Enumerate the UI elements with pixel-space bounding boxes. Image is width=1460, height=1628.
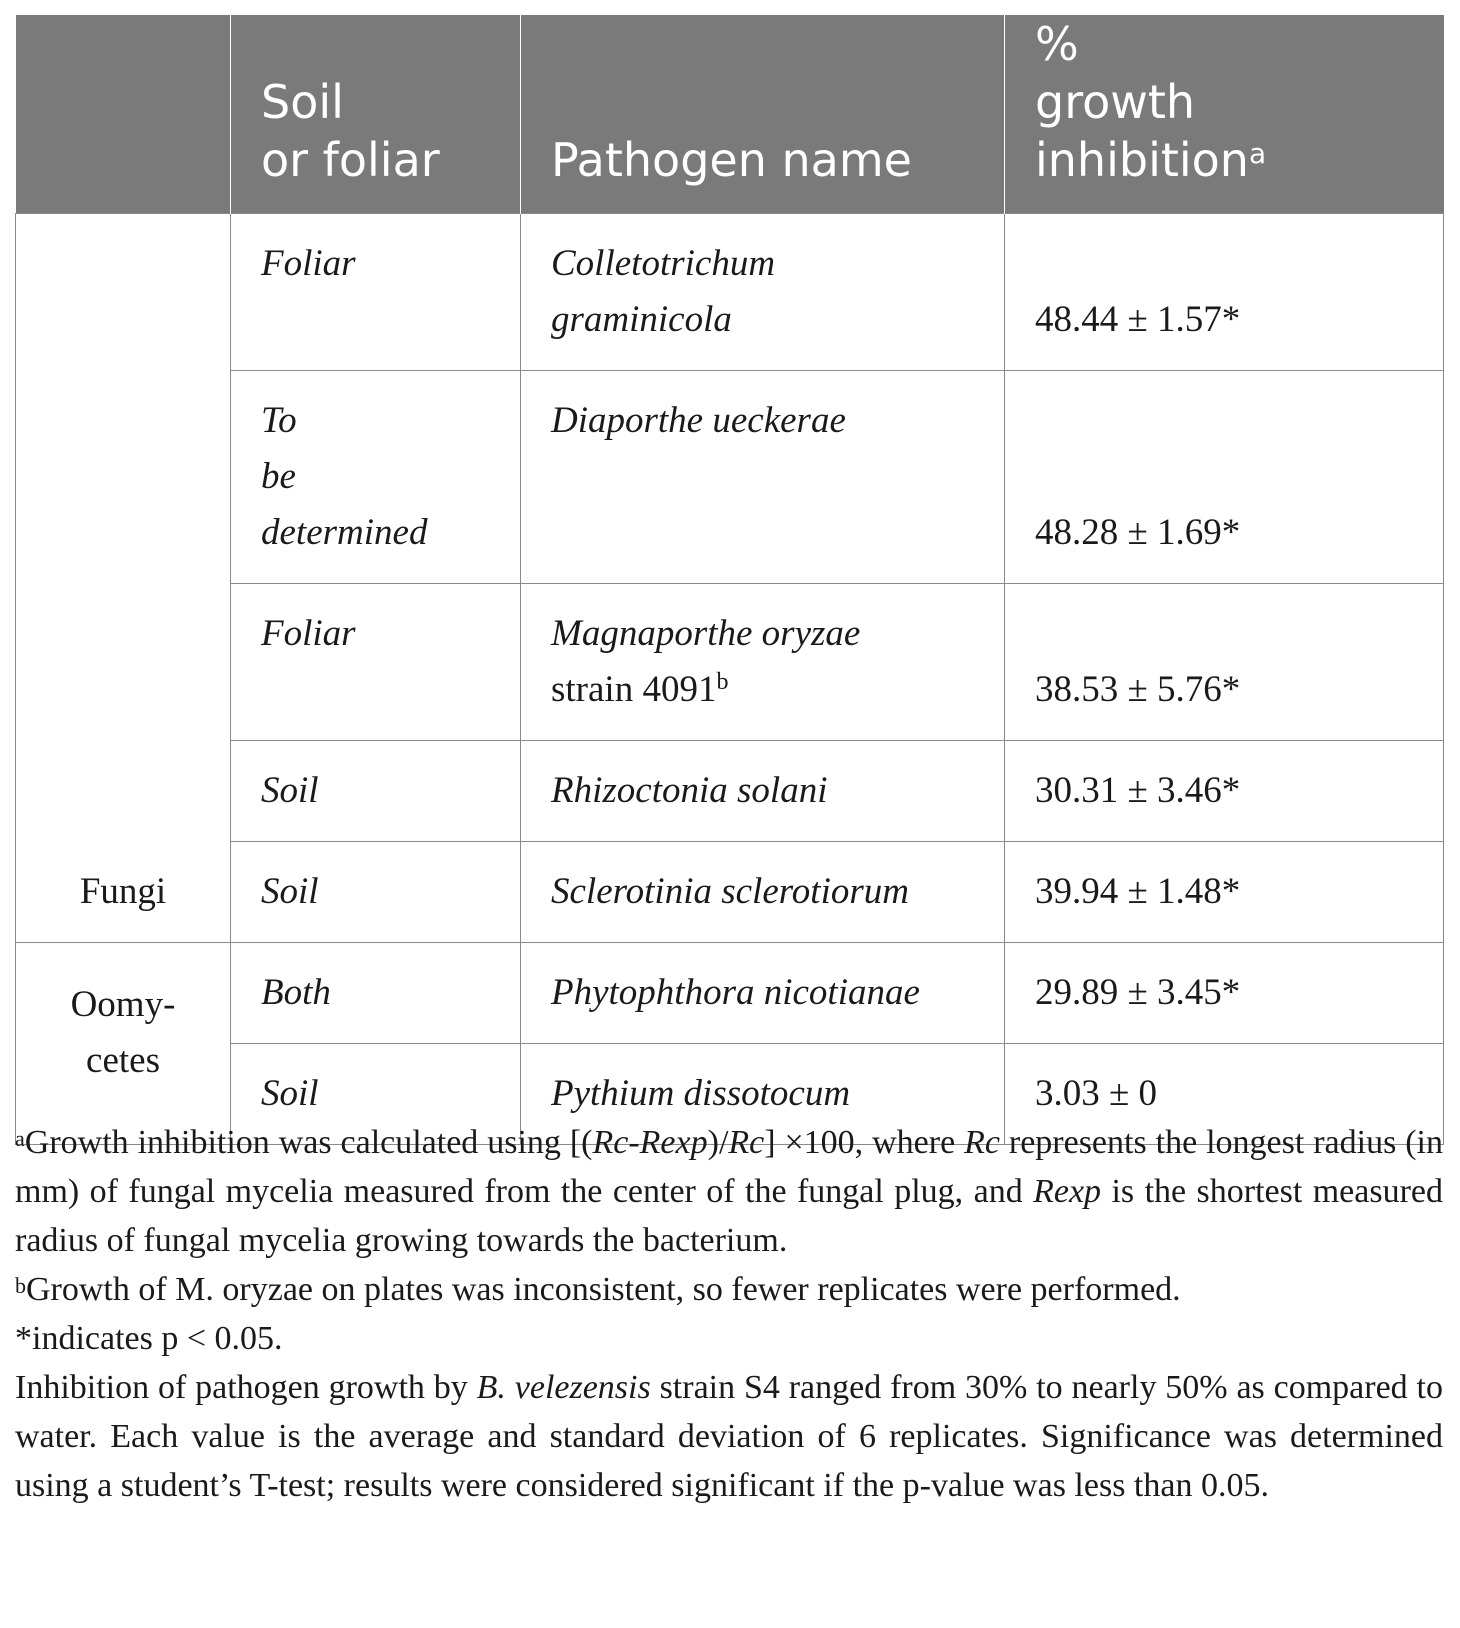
row-pathogen: Pythium dissotocum: [521, 1044, 1005, 1145]
table-row: [16, 214, 1444, 371]
caption-text: Inhibition of pathogen growth by: [15, 1369, 477, 1406]
footnote-a-var: Rc: [728, 1124, 765, 1161]
table-caption: [15, 1363, 1443, 1510]
caption-species: B. velezensis: [476, 1369, 651, 1406]
footnote-star: *indicates p < 0.05.: [15, 1320, 283, 1357]
row-value: 48.44 ± 1.57*: [1005, 214, 1444, 371]
footnote-b-mark: b: [15, 1273, 26, 1298]
row-pathogen: Diaporthe ueckerae: [521, 371, 1005, 584]
header-gi-line2: growth: [1035, 75, 1196, 129]
caption-text: strain S4 ranged from 30% to nearly 50% as compared to water. Each value is the average and standard deviation of 6 replicates. Significance was determined using a student’s T-test; results were considered significant if the p-value was less than 0.05.: [15, 1369, 1443, 1504]
group-oomycetes: [16, 943, 231, 1145]
footnote-a-text: represents the longest radius (in mm) of fungal mycelia measured from the center of the fungal plug, and: [15, 1124, 1443, 1210]
row-pathogen: Phytophthora nicotianae: [521, 943, 1005, 1044]
header-gi-line3: inhibition: [1035, 133, 1249, 187]
header-soil-line1: Soil: [261, 75, 344, 129]
pathogen-line: strain 4091: [551, 669, 717, 710]
row-value: 29.89 ± 3.45*: [1005, 943, 1444, 1044]
footnote-b: [15, 1265, 1443, 1314]
row-pathogen: Sclerotinia sclerotiorum: [521, 842, 1005, 943]
footnote-a-mark: a: [15, 1126, 25, 1151]
row-type: Soil: [231, 842, 521, 943]
row-type: Foliar: [231, 214, 521, 371]
type-line: To: [261, 400, 297, 441]
footnote-a-text: Growth inhibition was calculated using [(: [24, 1124, 593, 1161]
header-soil-line2: or foliar: [261, 133, 440, 187]
pathogen-line: graminicola: [551, 299, 732, 340]
row-type: Both: [231, 943, 521, 1044]
table-header-row: [16, 15, 1444, 214]
row-type: Foliar: [231, 584, 521, 741]
header-soil-or-foliar: [231, 15, 521, 214]
table-notes: [15, 1118, 1443, 1510]
group-oomycetes-line2: cetes: [86, 1039, 160, 1081]
row-value: 38.53 ± 5.76*: [1005, 584, 1444, 741]
pathogen-line: Colletotrichum: [551, 243, 776, 284]
table-row: [16, 371, 1444, 584]
footnote-a-text: )/: [707, 1124, 729, 1161]
row-pathogen: [521, 584, 1005, 741]
group-fungi: Fungi: [16, 214, 231, 943]
row-type: Soil: [231, 1044, 521, 1145]
footnote-a-var: Rc-Rexp: [592, 1124, 708, 1161]
row-pathogen: Rhizoctonia solani: [521, 741, 1005, 842]
row-type: [231, 371, 521, 584]
results-table-container: [15, 15, 1443, 1145]
row-pathogen: [521, 214, 1005, 371]
table-row: [16, 584, 1444, 741]
type-line: determined: [261, 512, 428, 553]
table-row: [16, 842, 1444, 943]
results-table: [15, 15, 1444, 1145]
header-group: [16, 15, 231, 214]
type-line: be: [261, 456, 296, 497]
footnote-b-text: Growth of M. oryzae on plates was inconsistent, so fewer replicates were performed.: [26, 1271, 1181, 1308]
row-type: Soil: [231, 741, 521, 842]
header-gi-line1: %: [1035, 17, 1079, 71]
footnote-a: [15, 1118, 1443, 1265]
row-value: 39.94 ± 1.48*: [1005, 842, 1444, 943]
table-row: [16, 943, 1444, 1044]
table-row: [16, 741, 1444, 842]
footnote-a-text: is the shortest measured radius of fungal mycelia growing towards the bacterium.: [15, 1173, 1443, 1259]
pathogen-footnote-mark: b: [716, 669, 729, 695]
pathogen-line: Magnaporthe oryzae: [551, 613, 861, 654]
group-oomycetes-line1: Oomy-: [70, 983, 176, 1025]
footnote-a-var: Rc: [964, 1124, 1000, 1161]
header-growth-inhibition: [1005, 15, 1444, 214]
row-value: 30.31 ± 3.46*: [1005, 741, 1444, 842]
footnote-a-var: Rexp: [1033, 1173, 1102, 1210]
header-pathogen-name: Pathogen name: [521, 15, 1005, 214]
footnote-a-text: ] ×100, where: [764, 1124, 965, 1161]
row-value: 48.28 ± 1.69*: [1005, 371, 1444, 584]
header-gi-footnote-mark: a: [1248, 137, 1267, 170]
row-value: 3.03 ± 0: [1005, 1044, 1444, 1145]
